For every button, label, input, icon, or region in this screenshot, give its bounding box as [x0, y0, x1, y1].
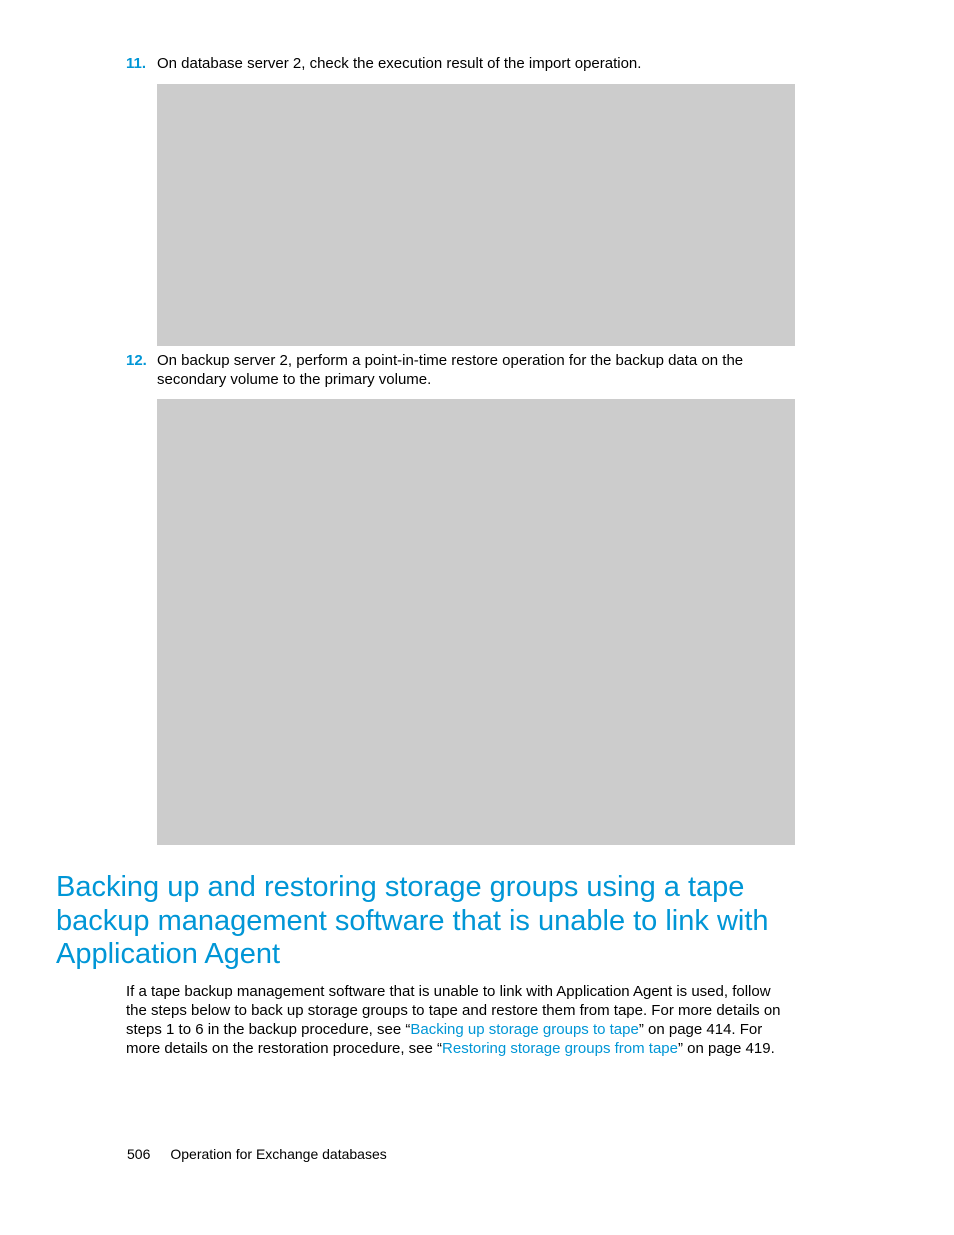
screenshot-placeholder-import-result — [157, 84, 795, 346]
step-number: 12. — [126, 352, 147, 369]
paragraph-text: ” on page 414. For more details on the restoration procedure, see “ — [126, 1021, 763, 1057]
step-text: On database server 2, check the execution result of the import operation. — [157, 55, 642, 72]
section-heading: Backing up and restoring storage groups using a tape backup management software that is unable to link with Application Agent — [56, 871, 769, 970]
step-number: 11. — [126, 55, 147, 72]
step-12 — [126, 351, 786, 389]
screenshot-placeholder-restore-operation — [157, 399, 795, 845]
page-footer — [127, 1145, 387, 1163]
link-backing-up-storage-groups[interactable]: Backing up storage groups to tape — [410, 1021, 639, 1038]
chapter-title: Operation for Exchange databases — [170, 1146, 387, 1162]
paragraph-text: ” on page 419. — [677, 1040, 775, 1057]
step-text: On backup server 2, perform a point-in-time restore operation for the backup data on the secondary volume to the primary volume. — [157, 352, 744, 388]
section-paragraph — [126, 982, 794, 1058]
step-11 — [126, 54, 786, 73]
paragraph-text: If a tape backup management software that is unable to link with Application Agent is used, follow the steps below to back up storage groups to tape and restore them from tape. For more details on steps 1 to 6 in the backup procedure, see “ — [126, 983, 781, 1038]
page-number: 506 — [127, 1146, 151, 1162]
link-restoring-storage-groups[interactable]: Restoring storage groups from tape — [442, 1040, 678, 1057]
